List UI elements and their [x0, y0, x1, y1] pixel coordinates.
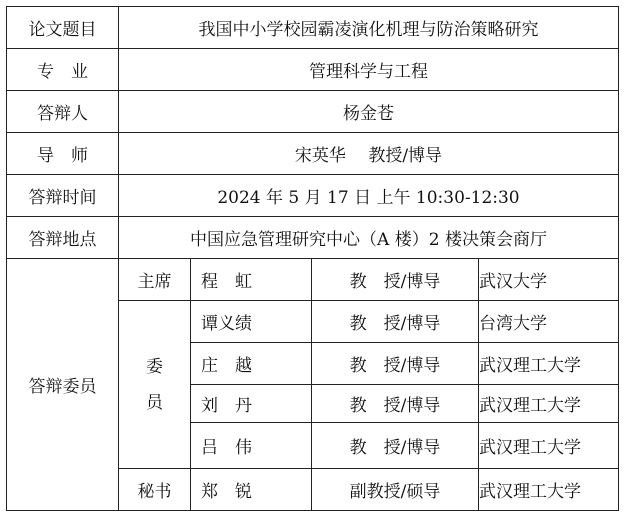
defense-time-value: 2024 年 5 月 17 日 上午 10:30-12:30 [119, 175, 619, 217]
chair-unit: 武汉大学 [479, 259, 619, 301]
major-label: 专 业 [7, 49, 119, 91]
thesis-title-label: 论文题目 [7, 7, 119, 49]
member-title: 教 授/博导 [312, 301, 479, 343]
supervisor-label: 导 师 [7, 133, 119, 175]
secretary-name: 郑 锐 [191, 469, 312, 511]
secretary-role: 秘书 [119, 469, 191, 511]
chair-role: 主席 [119, 259, 191, 301]
committee-label: 答辩委员 [7, 259, 119, 511]
member-name: 吕 伟 [191, 423, 312, 469]
row-committee-chair [7, 259, 619, 301]
member-role [119, 301, 191, 469]
candidate-label: 答辩人 [7, 91, 119, 133]
defense-info-table [6, 6, 619, 511]
member-title: 教 授/博导 [312, 343, 479, 385]
member-role-char-1: 委 [146, 356, 163, 377]
chair-name: 程 虹 [191, 259, 312, 301]
chair-title: 教 授/博导 [312, 259, 479, 301]
row-supervisor [7, 133, 619, 175]
row-major [7, 49, 619, 91]
thesis-title-value: 我国中小学校园霸凌演化机理与防治策略研究 [119, 7, 619, 49]
member-unit: 武汉理工大学 [479, 343, 619, 385]
row-thesis-title [7, 7, 619, 49]
secretary-unit: 武汉理工大学 [479, 469, 619, 511]
member-name: 谭义绩 [191, 301, 312, 343]
member-name: 庄 越 [191, 343, 312, 385]
member-unit: 武汉理工大学 [479, 423, 619, 469]
member-unit: 武汉理工大学 [479, 385, 619, 423]
row-defense-time [7, 175, 619, 217]
defense-location-value: 中国应急管理研究中心（A 楼）2 楼决策会商厅 [119, 217, 619, 259]
member-name: 刘 丹 [191, 385, 312, 423]
member-title: 教 授/博导 [312, 423, 479, 469]
secretary-title: 副教授/硕导 [312, 469, 479, 511]
defense-location-label: 答辩地点 [7, 217, 119, 259]
row-defense-location [7, 217, 619, 259]
member-unit: 台湾大学 [479, 301, 619, 343]
candidate-value: 杨金苍 [119, 91, 619, 133]
row-candidate [7, 91, 619, 133]
member-title: 教 授/博导 [312, 385, 479, 423]
member-role-char-2: 员 [146, 392, 163, 413]
major-value: 管理科学与工程 [119, 49, 619, 91]
defense-time-label: 答辩时间 [7, 175, 119, 217]
supervisor-value: 宋英华 教授/博导 [119, 133, 619, 175]
